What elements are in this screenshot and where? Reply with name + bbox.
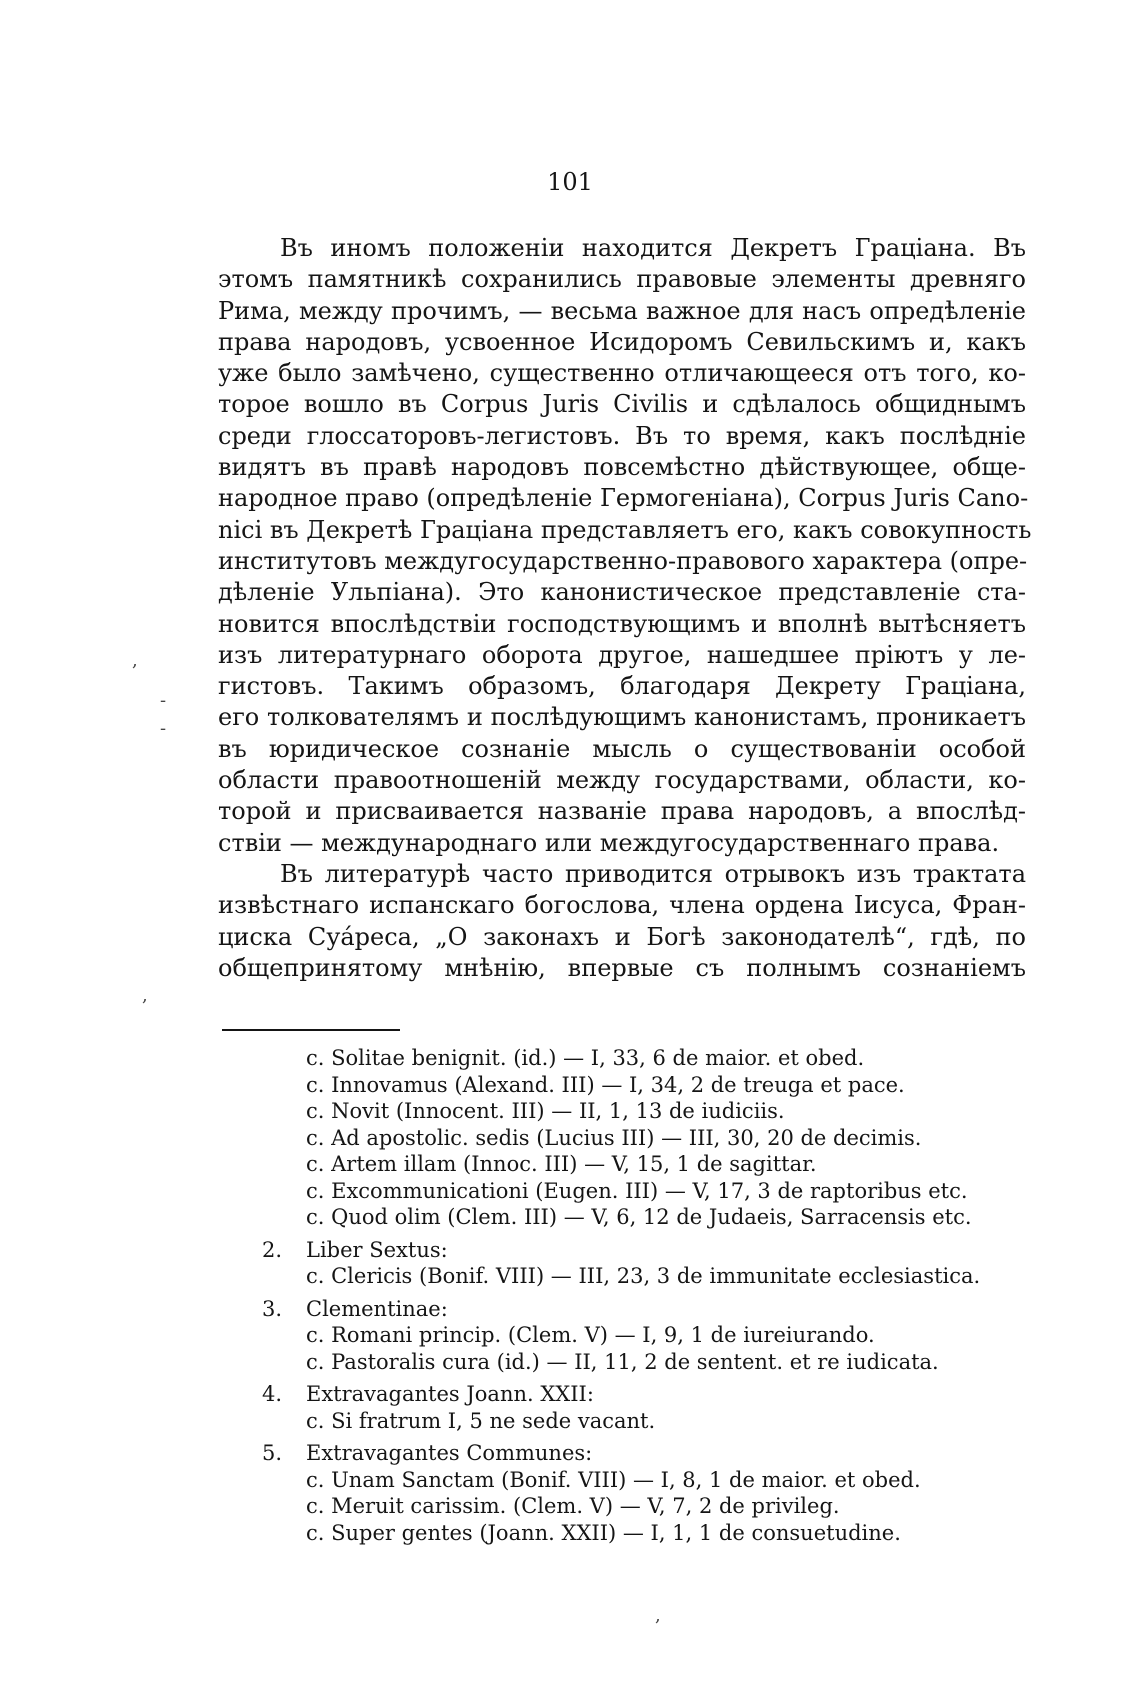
footnote-entry bbox=[262, 1467, 1022, 1494]
footnotes bbox=[262, 1045, 1022, 1546]
footnote-group-liber-sextus bbox=[262, 1237, 1022, 1290]
footnote-entry bbox=[262, 1263, 1022, 1290]
footnote-entry bbox=[262, 1125, 1022, 1152]
text-line: этомъ памятникѣ сохранились правовые элементы древняго bbox=[218, 265, 1026, 294]
scan-speck: - bbox=[160, 690, 167, 711]
footnote-entry-text: c. Novit (Innocent. III) — II, 1, 13 de iudiciis. bbox=[306, 1099, 785, 1123]
text-line: nici въ Декретѣ Граціана представляетъ его, какъ совокупность bbox=[218, 515, 1032, 544]
footnote-divider bbox=[222, 1029, 400, 1031]
footnote-entry-text: c. Ad apostolic. sedis (Lucius III) — III, 30, 20 de decimis. bbox=[306, 1125, 922, 1150]
text-line: Рима, между прочимъ, — весьма важное для насъ опредѣленіе bbox=[218, 296, 1026, 325]
text-line: ствіи — международнаго или междугосударственнаго права. bbox=[218, 828, 1000, 857]
footnote-entry-text: c. Excommunicationi (Eugen. III) — V, 17, 3 de raptoribus etc. bbox=[306, 1178, 968, 1203]
text-line: видятъ въ правѣ народовъ повсемѣстно дѣйствующее, обще- bbox=[218, 453, 1026, 482]
footnote-entry bbox=[262, 1072, 1022, 1099]
footnote-group-heading bbox=[262, 1237, 1022, 1264]
footnote-entry bbox=[262, 1151, 1022, 1178]
text-line: торое вошло въ Corpus Juris Civilis и сдѣлалось общиднымъ bbox=[218, 390, 1026, 419]
footnote-entry bbox=[262, 1493, 1022, 1520]
footnote-entry bbox=[262, 1349, 1022, 1376]
text-line: изъ литературнаго оборота другое, нашедшее пріютъ у ле- bbox=[218, 640, 1026, 669]
text-line: уже было замѣчено, существенно отличающееся отъ того, ко- bbox=[218, 359, 1026, 388]
scan-speck: - bbox=[160, 718, 167, 739]
text-line: среди глоссаторовъ-легистовъ. Въ то время, какъ послѣдніе bbox=[218, 421, 1026, 450]
footnote-entry-text: c. Unam Sanctam (Bonif. VIII) — I, 8, 1 de maior. et obed. bbox=[306, 1467, 921, 1492]
footnote-entry bbox=[262, 1408, 1022, 1435]
footnote-entry-text: c. Romani princip. (Clem. V) — I, 9, 1 de iureiurando. bbox=[306, 1323, 875, 1347]
footnote-group-number: 4. bbox=[262, 1382, 283, 1406]
scan-speck: , bbox=[142, 985, 148, 1006]
footnote-entry bbox=[262, 1045, 1022, 1072]
footnote-group-heading bbox=[262, 1381, 1022, 1408]
footnote-entry bbox=[262, 1178, 1022, 1205]
footnote-entry bbox=[262, 1098, 1022, 1125]
footnote-group-number: 3. bbox=[262, 1296, 283, 1321]
text-line: гистовъ. Такимъ образомъ, благодаря Декрету Граціана, bbox=[218, 672, 1026, 701]
footnote-entry-text: c. Clericis (Bonif. VIII) — III, 23, 3 de immunitate ecclesiastica. bbox=[306, 1264, 981, 1288]
text-line: въ юридическое сознаніе мысль о существованіи особой bbox=[218, 734, 1026, 763]
footnote-group-heading bbox=[262, 1440, 1022, 1467]
footnote-entry-text: c. Si fratrum I, 5 ne sede vacant. bbox=[306, 1408, 656, 1433]
footnote-entry bbox=[262, 1520, 1022, 1547]
footnote-entry-text: c. Meruit carissim. (Clem. V) — V, 7, 2 de privileg. bbox=[306, 1494, 840, 1518]
footnote-entry-text: c. Pastoralis cura (id.) — II, 11, 2 de sentent. et re iudicata. bbox=[306, 1349, 939, 1374]
text-line: институтовъ междугосударственно-правового характера (опре- bbox=[218, 546, 1028, 575]
text-line: Въ иномъ положеніи находится Декретъ Граціана. Въ bbox=[280, 234, 1026, 262]
footnote-group-title: Liber Sextus: bbox=[306, 1237, 448, 1262]
page-number: 101 bbox=[547, 168, 593, 196]
footnote-entry-text: c. Super gentes (Joann. XXII) — I, 1, 1 de consuetudine. bbox=[306, 1520, 901, 1545]
footnote-group-extravagantes-communes bbox=[262, 1440, 1022, 1546]
text-line: области правоотношеній между государствами, области, ко- bbox=[218, 766, 1026, 795]
text-line: общепринятому мнѣнію, впервые съ полнымъ сознаніемъ bbox=[218, 953, 1026, 982]
footnote-group-extravagantes-joann bbox=[262, 1381, 1022, 1434]
footnote-group-title: Extravagantes Communes: bbox=[306, 1441, 593, 1465]
footnote-entry-text: c. Innovamus (Alexand. III) — I, 34, 2 de treuga et pace. bbox=[306, 1072, 905, 1097]
footnote-group-heading bbox=[262, 1296, 1022, 1323]
text-line: права народовъ, усвоенное Исидоромъ Севильскимъ и, какъ bbox=[218, 327, 1026, 356]
text-line: циска Суáреса, „О законахъ и Богѣ законодателѣ“, гдѣ, по bbox=[218, 922, 1026, 951]
text-line: Въ литературѣ часто приводится отрывокъ изъ трактата bbox=[280, 859, 1026, 888]
scan-speck: , bbox=[655, 1605, 661, 1626]
footnote-entry bbox=[262, 1322, 1022, 1349]
footnote-entry bbox=[262, 1204, 1022, 1231]
main-text-block bbox=[218, 233, 1032, 984]
text-line: извѣстнаго испанскаго богослова, члена ордена Іисуса, Фран- bbox=[218, 891, 1026, 920]
text-line: торой и присваивается названіе права народовъ, а впослѣд- bbox=[218, 797, 1026, 826]
footnote-entry-text: c. Artem illam (Innoc. III) — V, 15, 1 de sagittar. bbox=[306, 1152, 817, 1176]
footnote-group-title: Extravagantes Joann. XXII: bbox=[306, 1382, 594, 1406]
footnote-group-clementinae bbox=[262, 1296, 1022, 1376]
footnote-group-number: 2. bbox=[262, 1237, 283, 1262]
footnote-entry-text: c. Solitae benignit. (id.) — I, 33, 6 de maior. et obed. bbox=[306, 1046, 865, 1070]
footnote-entry-text: c. Quod olim (Clem. III) — V, 6, 12 de Judaeis, Sarracensis etc. bbox=[306, 1205, 972, 1229]
footnote-group-title: Clementinae: bbox=[306, 1296, 448, 1321]
footnote-group-number: 5. bbox=[262, 1441, 283, 1465]
text-line: дѣленіе Ульпіана). Это канонистическое представленіе ста- bbox=[218, 578, 1026, 607]
text-line: народное право (опредѣленіе Гермогеніана), Corpus Juris Cano- bbox=[218, 484, 1029, 513]
scan-speck: , bbox=[132, 650, 138, 671]
text-line: новится впослѣдствіи господствующимъ и вполнѣ вытѣсняетъ bbox=[218, 609, 1026, 638]
text-line: его толкователямъ и послѣдующимъ канонистамъ, проникаетъ bbox=[218, 703, 1026, 732]
